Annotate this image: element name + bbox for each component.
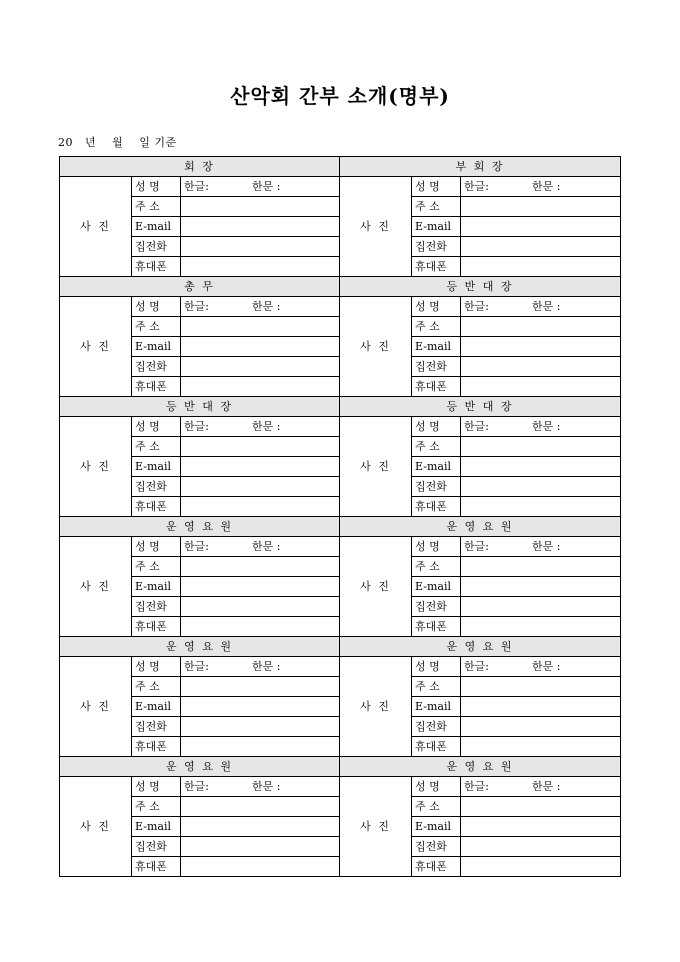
name-hanja-label: 한문 : xyxy=(532,659,561,673)
field-value-address xyxy=(181,557,340,577)
field-value-mobile xyxy=(461,257,621,277)
name-korean-label: 한글: xyxy=(464,539,489,553)
field-label-email: E-mail xyxy=(132,217,181,237)
field-label-name: 성 명 xyxy=(412,417,461,437)
name-hanja-label: 한문 : xyxy=(532,539,561,553)
field-label-email: E-mail xyxy=(412,217,461,237)
photo-cell: 사 진 xyxy=(60,657,132,757)
field-label-email: E-mail xyxy=(412,337,461,357)
field-row xyxy=(60,297,621,317)
name-hanja-label: 한문 : xyxy=(252,659,281,673)
field-label-email: E-mail xyxy=(132,697,181,717)
field-value-home-phone xyxy=(461,597,621,617)
position-title: 등 반 대 장 xyxy=(340,277,621,297)
field-value-address xyxy=(461,797,621,817)
section-header-row xyxy=(60,757,621,777)
field-value-mobile xyxy=(181,617,340,637)
field-label-mobile: 휴대폰 xyxy=(132,737,181,757)
name-hanja-label: 한문 : xyxy=(532,419,561,433)
field-value-home-phone xyxy=(181,837,340,857)
name-korean-label: 한글: xyxy=(184,779,209,793)
field-label-address: 주 소 xyxy=(412,317,461,337)
field-value-email xyxy=(461,337,621,357)
field-value-mobile xyxy=(461,497,621,517)
photo-cell: 사 진 xyxy=(60,177,132,277)
name-hanja-label: 한문 : xyxy=(252,299,281,313)
name-korean-label: 한글: xyxy=(464,659,489,673)
position-title: 운 영 요 원 xyxy=(60,637,340,657)
field-value-email xyxy=(181,217,340,237)
field-label-name: 성 명 xyxy=(412,657,461,677)
name-korean-label: 한글: xyxy=(464,299,489,313)
name-hanja-label: 한문 : xyxy=(532,779,561,793)
field-value-home-phone xyxy=(461,717,621,737)
field-label-home-phone: 집전화 xyxy=(412,837,461,857)
photo-cell: 사 진 xyxy=(340,657,412,757)
field-label-address: 주 소 xyxy=(412,797,461,817)
field-label-home-phone: 집전화 xyxy=(412,597,461,617)
field-label-name: 성 명 xyxy=(132,417,181,437)
field-label-home-phone: 집전화 xyxy=(132,837,181,857)
field-value-mobile xyxy=(181,257,340,277)
field-value-name xyxy=(181,297,340,317)
field-value-address xyxy=(461,317,621,337)
field-value-mobile xyxy=(181,377,340,397)
position-title: 운 영 요 원 xyxy=(60,757,340,777)
name-korean-label: 한글: xyxy=(184,419,209,433)
field-label-home-phone: 집전화 xyxy=(132,477,181,497)
field-label-email: E-mail xyxy=(132,457,181,477)
field-value-address xyxy=(181,797,340,817)
field-label-address: 주 소 xyxy=(412,197,461,217)
position-title: 운 영 요 원 xyxy=(340,637,621,657)
name-korean-label: 한글: xyxy=(184,539,209,553)
name-hanja-label: 한문 : xyxy=(252,779,281,793)
field-value-email xyxy=(461,217,621,237)
field-value-email xyxy=(181,577,340,597)
field-label-home-phone: 집전화 xyxy=(132,717,181,737)
field-value-email xyxy=(461,697,621,717)
field-label-mobile: 휴대폰 xyxy=(412,377,461,397)
photo-cell: 사 진 xyxy=(340,177,412,277)
field-value-address xyxy=(461,557,621,577)
field-label-home-phone: 집전화 xyxy=(412,357,461,377)
field-value-email xyxy=(181,337,340,357)
field-label-name: 성 명 xyxy=(412,537,461,557)
field-label-address: 주 소 xyxy=(132,797,181,817)
field-label-email: E-mail xyxy=(412,697,461,717)
field-value-mobile xyxy=(461,737,621,757)
date-line: 20 년 월 일 기준 xyxy=(58,136,177,149)
field-label-name: 성 명 xyxy=(132,657,181,677)
name-hanja-label: 한문 : xyxy=(252,419,281,433)
field-value-address xyxy=(181,197,340,217)
field-value-home-phone xyxy=(181,597,340,617)
field-label-address: 주 소 xyxy=(412,677,461,697)
name-korean-label: 한글: xyxy=(464,779,489,793)
field-value-name xyxy=(461,297,621,317)
field-label-address: 주 소 xyxy=(132,197,181,217)
field-row xyxy=(60,777,621,797)
field-label-mobile: 휴대폰 xyxy=(132,497,181,517)
position-title: 회 장 xyxy=(60,157,340,177)
field-value-address xyxy=(461,197,621,217)
photo-cell: 사 진 xyxy=(60,297,132,397)
name-hanja-label: 한문 : xyxy=(252,539,281,553)
field-value-email xyxy=(461,457,621,477)
photo-cell: 사 진 xyxy=(340,777,412,877)
field-value-home-phone xyxy=(461,477,621,497)
section-header-row xyxy=(60,277,621,297)
field-value-home-phone xyxy=(461,237,621,257)
field-value-home-phone xyxy=(181,477,340,497)
name-korean-label: 한글: xyxy=(184,299,209,313)
field-value-address xyxy=(461,437,621,457)
field-value-mobile xyxy=(461,377,621,397)
name-hanja-label: 한문 : xyxy=(532,179,561,193)
field-label-email: E-mail xyxy=(412,577,461,597)
field-value-mobile xyxy=(181,497,340,517)
field-value-email xyxy=(461,817,621,837)
position-title: 총 무 xyxy=(60,277,340,297)
field-label-name: 성 명 xyxy=(412,297,461,317)
position-title: 운 영 요 원 xyxy=(60,517,340,537)
field-label-address: 주 소 xyxy=(132,677,181,697)
field-label-mobile: 휴대폰 xyxy=(412,617,461,637)
field-value-mobile xyxy=(181,737,340,757)
field-label-mobile: 휴대폰 xyxy=(412,737,461,757)
field-label-address: 주 소 xyxy=(412,557,461,577)
field-label-home-phone: 집전화 xyxy=(412,237,461,257)
field-label-name: 성 명 xyxy=(132,297,181,317)
position-title: 부 회 장 xyxy=(340,157,621,177)
field-value-home-phone xyxy=(461,837,621,857)
field-label-name: 성 명 xyxy=(132,177,181,197)
name-korean-label: 한글: xyxy=(464,179,489,193)
position-title: 등 반 대 장 xyxy=(340,397,621,417)
field-label-mobile: 휴대폰 xyxy=(132,857,181,877)
field-label-mobile: 휴대폰 xyxy=(412,257,461,277)
field-value-name xyxy=(181,177,340,197)
field-value-home-phone xyxy=(181,237,340,257)
officer-roster-table xyxy=(59,156,621,877)
field-label-mobile: 휴대폰 xyxy=(412,497,461,517)
field-label-address: 주 소 xyxy=(412,437,461,457)
name-korean-label: 한글: xyxy=(184,179,209,193)
field-label-address: 주 소 xyxy=(132,317,181,337)
field-value-name xyxy=(461,177,621,197)
field-value-mobile xyxy=(461,617,621,637)
field-label-home-phone: 집전화 xyxy=(412,717,461,737)
field-label-name: 성 명 xyxy=(412,177,461,197)
field-label-email: E-mail xyxy=(132,577,181,597)
section-header-row xyxy=(60,157,621,177)
photo-cell: 사 진 xyxy=(60,777,132,877)
field-label-email: E-mail xyxy=(412,457,461,477)
section-header-row xyxy=(60,637,621,657)
field-label-name: 성 명 xyxy=(412,777,461,797)
field-value-name xyxy=(181,777,340,797)
field-value-home-phone xyxy=(461,357,621,377)
field-value-address xyxy=(181,317,340,337)
field-value-email xyxy=(181,697,340,717)
photo-cell: 사 진 xyxy=(340,417,412,517)
field-value-name xyxy=(461,777,621,797)
position-title: 등 반 대 장 xyxy=(60,397,340,417)
name-korean-label: 한글: xyxy=(184,659,209,673)
field-label-mobile: 휴대폰 xyxy=(132,257,181,277)
name-hanja-label: 한문 : xyxy=(532,299,561,313)
section-header-row xyxy=(60,397,621,417)
field-value-mobile xyxy=(181,857,340,877)
section-header-row xyxy=(60,517,621,537)
field-value-home-phone xyxy=(181,717,340,737)
photo-cell: 사 진 xyxy=(60,537,132,637)
photo-cell: 사 진 xyxy=(60,417,132,517)
name-hanja-label: 한문 : xyxy=(252,179,281,193)
field-value-name xyxy=(461,417,621,437)
photo-cell: 사 진 xyxy=(340,537,412,637)
field-label-home-phone: 집전화 xyxy=(132,597,181,617)
field-label-mobile: 휴대폰 xyxy=(412,857,461,877)
field-label-home-phone: 집전화 xyxy=(132,237,181,257)
field-row xyxy=(60,537,621,557)
field-value-name xyxy=(461,657,621,677)
field-label-address: 주 소 xyxy=(132,557,181,577)
field-label-mobile: 휴대폰 xyxy=(132,617,181,637)
name-korean-label: 한글: xyxy=(464,419,489,433)
field-row xyxy=(60,417,621,437)
field-value-name xyxy=(181,537,340,557)
field-value-address xyxy=(461,677,621,697)
field-label-address: 주 소 xyxy=(132,437,181,457)
field-value-address xyxy=(181,677,340,697)
field-row xyxy=(60,657,621,677)
position-title: 운 영 요 원 xyxy=(340,517,621,537)
field-value-name xyxy=(461,537,621,557)
field-value-address xyxy=(181,437,340,457)
field-label-name: 성 명 xyxy=(132,777,181,797)
field-row xyxy=(60,177,621,197)
page-title: 산악회 간부 소개(명부) xyxy=(230,84,450,108)
position-title: 운 영 요 원 xyxy=(340,757,621,777)
field-value-name xyxy=(181,417,340,437)
field-value-email xyxy=(181,457,340,477)
field-value-home-phone xyxy=(181,357,340,377)
field-value-name xyxy=(181,657,340,677)
field-label-mobile: 휴대폰 xyxy=(132,377,181,397)
photo-cell: 사 진 xyxy=(340,297,412,397)
field-label-email: E-mail xyxy=(412,817,461,837)
field-label-email: E-mail xyxy=(132,337,181,357)
field-label-name: 성 명 xyxy=(132,537,181,557)
field-value-mobile xyxy=(461,857,621,877)
field-value-email xyxy=(461,577,621,597)
field-label-home-phone: 집전화 xyxy=(412,477,461,497)
field-label-home-phone: 집전화 xyxy=(132,357,181,377)
field-value-email xyxy=(181,817,340,837)
field-label-email: E-mail xyxy=(132,817,181,837)
